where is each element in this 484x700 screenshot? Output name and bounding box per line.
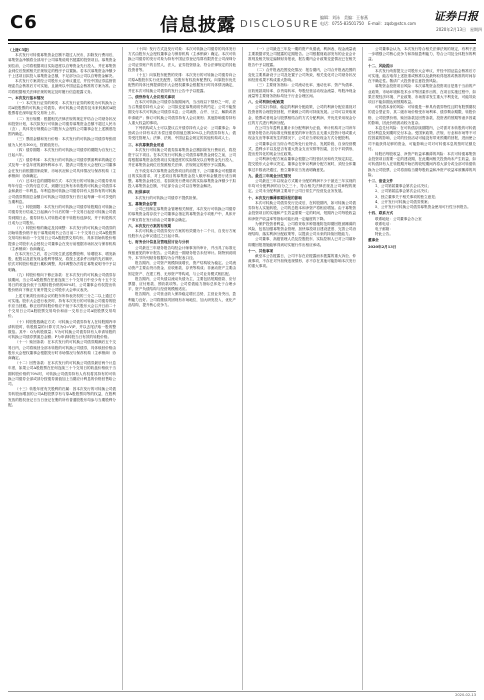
body-paragraph: 本次可转换公司债券发行完成后，在转股期内，如可转换公司债券持有人实施转股，公司的总股本和净资产将相应增加。由于募集资金投资项目的实施和产生效益需要一定的时间，短期内公司每股收益和净资产收益率等指标可能出现一定幅度的下降。 [248,200,356,221]
body-paragraph: （九）转股价格向下修正条款：在本次发行的可转换公司债券存续期间，当公司A股股票在任意连续三十个交易日中至少有十五个交易日的收盘价低于当期转股价格的85%时，公司董事会有权提出转股价格向下修正方案并提交公司股东大会审议表决。 [8,272,116,293]
article-columns [8,47,476,690]
masthead-rule [8,39,476,41]
contact-line: 电话：0755-83501750 E-mail：zqsb@stcn.com [320,21,416,26]
body-paragraph: （十二）回售条款：在本次发行的可转换公司债券最后两个计息年度，如果公司A股股票在任何连续三十个交易日的收盘价格低于当期转股价格的70%时，可转换公司债券持有人有权将其持有的可转换公司债券全部或部分按债券面值加上当期应计利息的价格回售给公司。 [8,361,116,386]
text-column [8,47,116,690]
body-paragraph: 报告期内，公司营业收入保持稳定增长态势，主营业务突出，盈利能力良好。公司将继续巩固现有市场地位，加大研发投入，优化产品结构，提升核心竞争力。 [128,292,236,307]
body-paragraph: （五）债券利率：本次发行的可转换公司债券票面利率的确定方式及每一计息年度的最终利率水平，提请公司股东大会授权公司董事会在发行前根据国家政策、市场状况和公司具体情况与保荐机构（主承销商）协商确定。 [8,158,116,178]
page-number: C6 [10,12,38,33]
body-paragraph: （二）发行规模：根据相关法律法规的规定并结合公司财务状况和投资计划，本次拟发行可转换公司债券募集资金总额不超过人民币（含），具体发行规模由公司股东大会授权公司董事会在上述额度范围内确定。 [8,116,116,137]
body-paragraph: （一）本次发行证券的种类：本次发行证券的种类为可转换为公司A股股票的可转换公司债券。该可转换公司债券及未来转换的A股股票将在深圳证券交易所上市。 [8,101,116,116]
body-paragraph: 5、公开发行可转换公司债券募集资金使用可行性分析报告。 [375,205,471,210]
body-paragraph: 1、公司第届董事会第次会议决议； [375,184,432,189]
section-heading: 2020年2月13日 [368,244,397,249]
text-column [122,47,236,690]
body-paragraph: 4、公开发行可转换公司债券预案； [375,199,432,204]
body-paragraph: 本次发行的可转换公司债券不提供担保。 [135,195,200,200]
body-paragraph: 上述方案须经出席会议的股东所持表决权的三分之二以上通过方可实施。股东大会进行表决时，持有本次发行的可转换公司债券的股东应当回避。修正后的转股价格应不低于本次股东大会召开日前二十个交易日公司A股股票交易均价和前一交易日公司A股股票交易均价。 [8,293,116,319]
body-paragraph: （十五）向原股东配售的安排：本次发行的可转换公司债券向公司原A股股东实行优先配售，原股东有权放弃配售权。向原股东优先配售的具体比例提请股东大会授权董事会根据发行时具体情况确定，并在本次可转换公司债券的发行公告中予以披露。 [128,73,236,93]
text-column [242,47,356,690]
body-paragraph: 公司董事会认为，本次发行符合相关法律法规的规定，有利于进一步增强公司核心竞争力和持续盈利能力，符合公司及全体股东的利益。 [368,47,476,62]
body-paragraph: 公司利润分配方案由董事会根据公司经营状况和有关规定拟定，提交股东大会审议决定。董事会在审议利润分配方案时，须经全体董事过半数表决通过，独立董事应当发表明确意见。 [248,157,356,172]
editor-info [320,15,430,27]
body-paragraph: 下列机构或人士可以提议召开债券持有人会议：公司董事会；单独或合计持有本次未偿还债券面值总额10%以上的债券持有人；债券受托管理人；法律、法规、中国证监会规定的其他机构或人士。 [128,126,236,141]
footer-rule [8,691,476,692]
section-heading: 一、本次发行基本情况 [8,95,44,100]
body-paragraph: 本次发行尚需提交公司股东大会审议，并经中国证监会核准后方可实施，能否取得上述批准或核准以及最终取得批准或核准的时间存在不确定性。敬请广大投资者注意投资风险。 [368,68,476,84]
body-paragraph: 本次发行可转换公司债券拟募集资金总额扣除发行费用后，将投资于以下项目。在本次发行可转换公司债券募集资金到位之前，公司将根据募集资金投资项目实施进度的实际情况以自筹资金先行投入，并在募集资金到位后按照相关法律、法规规定的程序予以置换。 [128,147,236,168]
footer-date: 2020-02-13 [455,693,476,697]
masthead-rule-thin [8,43,476,44]
section-heading: 三、本次募集资金用途 [128,142,164,147]
body-paragraph: 公司最近三年财务报告均经会计师事务所审计，并出具了标准无保留意见的审计报告。公司最近一期财务报告未经审计。除特别说明外，本节所列财务数据均为合并报表口径。 [128,245,236,260]
section-heading: 十一、其他事项 [248,248,274,253]
section-title: 信息披露 [160,15,236,36]
text-column [362,47,476,690]
body-paragraph: 本次可转换公司债券发行方案的有效期为十二个月，自发行方案经股东大会审议通过之日起计算。 [128,228,236,239]
body-paragraph: 联系地址：公司董事会办公室 [375,216,422,221]
body-paragraph: 截至本公告披露日，公司不存在应披露而未披露的重大诉讼、仲裁事项，不存在对外担保违规情形，亦不存在其他可能影响本次发行的重大事项。 [248,253,356,269]
body-paragraph: 公司董事、高级管理人员及控股股东、实际控制人已对公司填补即期回报措施能够得到切实履行作出相应承诺。 [248,237,356,247]
body-paragraph: 在本次发行之后，若公司发生派送股票股利、转增股本、增发新股、配股以及派发现金股利等情况，将按上述条件出现的先后顺序，依次对转股价格进行累积调整，具体调整办法将在募集说明书中予以明确。 [8,251,116,272]
body-paragraph: 在不改变本次募集资金投资项目的前提下，公司董事会可根据项目的实际需求，对上述项目的募集资金投入顺序和金额进行适当调整。募集资金到位后，若扣除发行费用后的实际募集资金净额少于拟投入募集资金总额，不足部分由公司以自筹资金解决。 [128,168,236,189]
section-heading: 二、债券持有人会议相关事项 [128,94,175,99]
section-heading: 八、公司利润分配政策 [248,100,284,105]
body-paragraph: （十一）赎回条款：在本次发行的可转换公司债券期满后五个交易日内，公司将赎回全部未转股的可转换公司债券，具体赎回价格由股东大会授权董事会根据发行时市场情况与保荐机构（主承销商）协商确定。 [8,340,116,360]
section-heading: 九、最近三年现金分红情况 [248,173,292,178]
body-paragraph: （二）合并报表范围变化情况：报告期内，公司合并报表范围的变化主要系新设子公司及处置子公司所致，相关变化对公司财务状况和经营成果不构成重大影响。 [248,67,356,83]
body-paragraph: 3、独立董事关于相关事项的独立意见； [375,194,439,199]
section-title-en: DISCLOSURE [240,19,319,30]
body-paragraph: 可转债本身的风险：可转债是一种具有债券特性且附有股票期权的混合型证券，其二级市场价格受市场利率、债券剩余期限、转股价格、公司股票价格、赎回条款及回售条款、投资者的预期等诸多因素的影响，因此价格波动较为复杂。 [368,105,476,125]
body-paragraph: （八）转股价格的确定及其调整：本次发行的可转换公司债券的初始转股价格不低于募集说明书公告日前二十个交易日公司A股股票交易均价和前一个交易日公司A股股票交易均价，具体初始转股价格提请公司股东大会授权公司董事会在发行前根据市场状况与保荐机构（主承销商）协商确定。 [8,225,116,251]
section-heading: 十三、备查文件 [368,179,394,184]
body-paragraph: 在公司当年盈利且累计未分配利润为正值、审计机构对公司该年度财务报告出具标准无保留意见的审计报告且无重大投资计划或重大现金支出等事项发生的情况下，公司应当采取现金方式分配股利。 [248,126,356,141]
body-paragraph: （一）公司最近三年及一期的资产负债表、利润表、现金流量表主要数据详见公司披露的定期报告。公司根据财政部发布的企业会计准则及相关规定编制财务报表，报告期内会计政策变更情况已在相关报告中予以披露。 [248,47,356,67]
section-heading: 六、本次发行方案的有效期 [128,223,172,228]
masthead [0,0,484,50]
body-paragraph: 2、公司第届监事会第次会议决议； [375,189,432,194]
issue-date: 2020年2月13日 星期四 [436,27,482,32]
body-paragraph: （三）票面金额和发行价格：本次发行的可转换公司债券每张面值为人民币100元，按面值发行。 [8,137,116,147]
editor-line: 编辑：刘泳 美编：王春燕 [320,15,368,20]
section-heading: 七、财务会计信息及管理层讨论与分析 [128,240,190,245]
section-heading: 董事会 [368,238,379,243]
body-paragraph: 公司董事会应当综合考虑所处行业特点、发展阶段、自身经营模式、盈利水平以及是否有重大资金支出安排等因素，区分不同情形，提出差异化的现金分红政策。 [248,141,356,157]
body-paragraph: （三）主要财务指标：公司流动比率、速动比率、资产负债率、应收账款周转率、存货周转率、每股经营活动现金流量、每股净现金流量等主要财务指标均处于行业合理区间。 [248,83,356,98]
body-paragraph: （十）转股股数确定方式：可转换公司债券持有人在转股期内申请转股时，转股数量的计算方式为Q=V/P，并以去尾法取一股的整数倍。其中：Q为转股数量；V为可转换公司债券持有人申请转股的可转换公司债券票面总金额；P为申请转股当日有效的转股价格。 [8,319,116,340]
body-paragraph: （十三）转股年度有关股利的归属：因本次发行的可转换公司债券转股而增加的公司A股股票享有与原A股股票同等的权益，在股利发放的股权登记日当日登记在册的所有普通股股东均参与当期股利分配。 [8,387,116,407]
body-paragraph: （十四）发行方式及发行对象：本次可转换公司债券的具体发行方式由股东大会授权董事会与保荐机构（主承销商）确定。本次可转换公司债券的发行对象为持有中国证券登记结算有限责任公司深圳分公司证券账户的自然人、法人、证券投资基金、符合法律规定的其他投资者等。 [128,47,236,72]
body-paragraph: 报告期内，公司资产规模持续增长，资产结构较为稳定。公司流动资产主要由货币资金、应收账款、存货等构成；非流动资产主要由固定资产、在建工程、无形资产等构成，与公司业务模式相匹配。 [128,261,236,276]
body-paragraph: 报告期内，公司负债以流动负债为主，主要包括短期借款、应付票据、应付账款、预收款项等。公司偿债能力指标总体处于合理水平，资产负债结构与经营规模相适应。 [128,276,236,292]
body-paragraph: 本息兑付风险：在可转债存续期限内，公司需对未转股的可转债偿付利息及到期时兑付本金。受国家政策、法规、行业和市场等不可控因素的影响，公司的经营活动可能没有带来预期的回报，进而使公司不能获得足够的资金，可能影响公司对可转债本息的按时足额兑付。 [368,126,476,151]
body-paragraph: 公司最近三年以现金方式累计分配的利润不少于最近三年实现的年均可分配利润的百分之三十，符合相关法律法规及公司章程的规定。公司未分配利润主要用于公司日常生产经营及业务发展。 [248,179,356,194]
newspaper-logo: 证券日报 [434,10,478,23]
body-paragraph: 本次发行方案须经公司股东大会审议通过，并经中国证券监督管理委员会核准后方可实施，且最终以中国证监会核准的方案为准。公司将根据相关法律法规的规定及时履行信息披露义务。 [8,79,116,94]
section-heading: 十二、风险提示 [368,63,394,68]
body-paragraph: 募集资金投资项目风险：本次募集资金投资项目是基于当前的产业政策、市场环境和技术水平等因素作出的，在项目实施过程中，如果宏观经济环境、产业政策、市场需求发生重大不利变化，可能导致项目不能如期达到预期收益。 [368,84,476,105]
body-paragraph: （六）还本付息的期限和方式：本次发行的可转换公司债券采用每年付息一次的付息方式，到期归还所有未转股的可转换公司债券本金和最后一年利息。年利息指可转换公司债券持有人按持有的可转换公司债券票面总金额自可转换公司债券发行首日起每满一年可享受的当期利息。 [8,179,116,204]
section-heading: 十、本次发行摊薄即期回报的影响 [248,195,302,200]
body-paragraph: （四）债券期限：本次发行的可转换公司债券的期限为自发行之日起六年。 [8,147,116,158]
body-paragraph: 公司实行持续、稳定的利润分配政策，公司的利润分配应重视对投资者的合理投资回报，并兼顾公司的可持续发展。公司可以采取现金、股票或者现金与股票相结合的方式分配利润，并优先采用现金分红的方式进行利润分配。 [248,105,356,125]
page-footer [8,691,476,699]
body-paragraph: 在本次可转换公司债券存续期间内，当出现以下情形之一时，应当召集债券持有人会议：公司拟变更募集说明书的约定；公司不能按期支付本次可转换公司债券本息；公司减资、合并、分立、解散或者申请破产；修订可转换公司债券持有人会议规则；其他影响债券持有人重大权益的事项。 [128,100,236,125]
body-paragraph: 特此公告。 [375,232,393,237]
body-paragraph: 本次发行可转债募集资金总额不超过人民币，扣除发行费用后，募集资金净额将全部用于公司募集说明书披露的投资项目。募集资金到位前，公司将根据项目实际进度以自筹资金先行投入，并在募集资金到位后按照相关法规规定的程序予以置换。若本次募集资金净额少于上述项目拟投入募集资金总额，不足部分由公司以自筹资金解决。 [8,53,116,79]
body-paragraph: 转股后每股收益、净资产收益率摊薄的风险：本次可转债募集资金投资项目需要一定的建设期，在此期间相关投资尚未产生收益，如可转债持有人在转股期开始后的较短期间内将大部分或全部可转债转换为公司股票，公司将面临当期每股收益和净资产收益率被摊薄的风险。 [368,152,476,177]
section-heading: （上接C5版） [8,48,32,52]
body-paragraph: 联系电话： [375,221,393,226]
body-paragraph: 电子邮箱： [375,226,393,231]
body-paragraph: 为保护投资者利益，公司将采取多种措施防范即期回报被摊薄的风险，包括加强募集资金管理、加快募投项目建设进度、完善公司治理结构、落实利润分配政策等，以提高公司未来的持续回报能力。 [248,221,356,237]
body-paragraph: （七）转股期限：本次发行的可转换公司债券转股期自可转换公司债券发行结束之日起满六个月后的第一个交易日起至可转换公司债券到期日止。债券持有人对转股或者不转股有选择权，并于转股的次日成为公司股东。 [8,205,116,225]
section-heading: 四、担保事项 [128,190,150,195]
body-paragraph: 公司已经制定募集资金管理相关制度，本次发行可转换公司债券的募集资金将存放于公司董事会指定的募集资金专项账户中，具体开户事宜将在发行前由公司董事会确定。 [128,207,236,222]
section-heading: 五、募集资金存管 [128,201,157,206]
section-heading: 十四、联系方式 [368,211,394,216]
